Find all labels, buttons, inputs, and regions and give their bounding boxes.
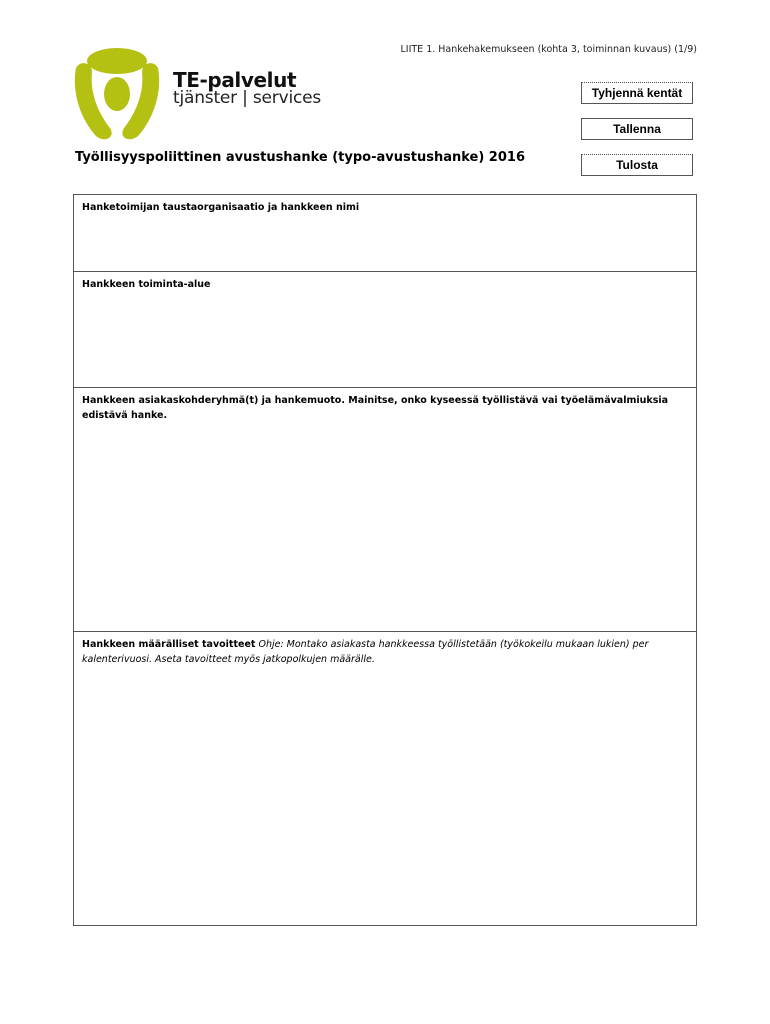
area-label: Hankkeen toiminta-alue — [82, 279, 211, 290]
target-group-label: Hankkeen asiakaskohderyhmä(t) ja hankemuoto. Mainitse, onko kyseessä työllistävä vai työelämävalmiuksia edistävä hanke. — [82, 395, 669, 421]
goals-hint: Ohje: Montako asiakasta hankkeessa työllistetään (työkokeilu mukaan lukien) per kalenterivuosi. Aseta tavoitteet myös jatkopolkujen määrälle. — [82, 639, 649, 665]
target-group-section — [74, 388, 696, 632]
attachment-header-note: LIITE 1. Hankehakemukseen (kohta 3, toiminnan kuvaus) (1/9) — [400, 44, 697, 55]
organization-label: Hanketoimijan taustaorganisaatio ja hankkeen nimi — [82, 202, 360, 213]
clear-fields-button[interactable]: Tyhjennä kentät — [581, 82, 693, 104]
brand-subtitle: tjänster | services — [173, 88, 322, 108]
organization-field[interactable] — [76, 219, 694, 269]
goals-section — [74, 632, 696, 925]
area-section — [74, 272, 696, 388]
organization-section — [74, 195, 696, 272]
application-form — [73, 194, 697, 926]
goals-field[interactable] — [76, 672, 694, 923]
brand-name: TE-palvelut — [173, 68, 297, 92]
print-button[interactable]: Tulosta — [581, 154, 693, 176]
document-title: Työllisyyspoliittinen avustushanke (typo-avustushanke) 2016 — [75, 150, 525, 165]
te-logo-icon — [70, 42, 164, 144]
save-button[interactable]: Tallenna — [581, 118, 693, 140]
goals-label: Hankkeen määrälliset tavoitteet — [82, 639, 256, 650]
target-group-field[interactable] — [76, 428, 694, 629]
area-field[interactable] — [76, 296, 694, 385]
